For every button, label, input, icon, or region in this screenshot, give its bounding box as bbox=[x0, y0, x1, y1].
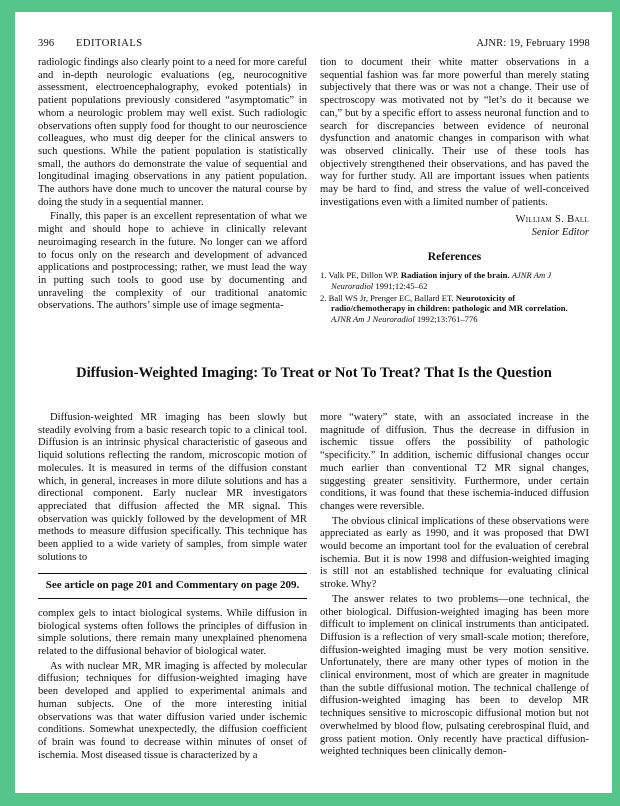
journal-page bbox=[15, 12, 612, 793]
article-title: Diffusion-Weighted Imaging: To Treat or Not To Treat? That Is the Question bbox=[76, 365, 552, 381]
section-name: EDITORIALS bbox=[76, 38, 143, 49]
article-right-column bbox=[320, 412, 589, 759]
page-number: 396 bbox=[38, 38, 55, 49]
references-heading: References bbox=[427, 251, 482, 264]
signature-role: Senior Editor bbox=[531, 227, 589, 239]
paragraph: The answer relates to two problems—one technical, the other biological. Diffusion-weighted imaging has been more difficult to implement on clinical instruments than anticipated. Diffusion is a reflection of very small-scale motion; therefore, diffusion-weighted imaging must be very motion sensitive. Unfortunately, there are many other types of motion in the clinical environment, most of which are greater in magnitude than the subtle diffusional motion. The technical challenge of diffusion-weighted imaging has been to develop MR techniques sensitive to microscopic diffusional motion but not overwhelmed by blood flow, pulsating cerebrospinal fluid, and gross patient motion. Only recently have practical diffusion-weighted techniques been clinically demon- bbox=[320, 593, 589, 758]
reference-item: 2. Ball WS Jr, Prenger EC, Ballard ET. Neurotoxicity of radio/chemotherapy in children: pathologic and MR correlation. AJNR Am J Neuroradiol 1992;13:761–776 bbox=[320, 292, 568, 324]
article-left-column bbox=[38, 412, 307, 762]
editorial-right-column bbox=[320, 57, 589, 326]
paragraph: Finally, this paper is an excellent representation of what we might and should hope to achieve in clinically relevant neuroimaging research in the future. No longer can we afford to focus only on the research and development of advanced applications and postprocessing; rather, we must lead the way in putting such tools to good use by documenting and unraveling the complexity of our traditional anatomic observations. The authors’ simple use of image segmenta- bbox=[38, 211, 307, 312]
signature-name: William S. Ball bbox=[515, 214, 589, 226]
reference-item: 1. Valk PE, Dillon WP. Radiation injury of the brain. AJNR Am J Neuroradiol 1991;12:45–62 bbox=[320, 270, 552, 291]
see-also-box: See article on page 201 and Commentary on page 209. bbox=[38, 573, 307, 599]
paragraph: As with nuclear MR, MR imaging is affected by molecular diffusion; techniques for diffusion-weighted imaging have been developed and applied to experimental animals and human subjects. One of the more interesting initial observations was that water diffusion varied under ischemic conditions. Somewhat unexpectedly, the diffusion coefficient of brain was found to decrease within minutes of onset of ischemia. Most diseased tissue is characterized by a bbox=[38, 660, 307, 761]
journal-reference: AJNR: 19, February 1998 bbox=[476, 38, 590, 49]
paragraph: Diffusion-weighted MR imaging has been slowly but steadily evolving from a basic research topic to a clinical tool. Diffusion is an intrinsic physical characteristic of gaseous and liquid solutions reflecting the random, microscopic motion of molecules. It is measured in terms of the diffusion constant which, in general, increases in more dilute solutions and has a directional component. Early nuclear MR investigators appreciated that diffusion affected the MR signal. This observation was quickly followed by the development of MR methods to measure diffusion specifically. This technique has been applied to a wide variety of samples, from simple water solutions to bbox=[38, 412, 307, 563]
paragraph: The obvious clinical implications of these observations were appreciated as early as 1990, and it was proposed that DWI would become an important tool for the evaluation of cerebral ischemia. But it is now 1998 and diffusion-weighted imaging is still not an established technique for evaluating clinical stroke. Why? bbox=[320, 515, 589, 591]
signature bbox=[320, 213, 589, 239]
paragraph: more “watery” state, with an associated increase in the magnitude of diffusion. Thus the decrease in diffusion in ischemic tissue offers the possibility of pathologic “specificity.” In addition, ischemic diffusional changes occur much earlier than conventional T2 MR signal changes, suggesting greater sensitivity. Furthermore, under certain conditions, it was found that these ischemia-induced diffusion changes were reversible. bbox=[320, 412, 589, 512]
paragraph: tion to document their white matter observations in a sequential fashion was far more powerful than merely stating subjectively that there was or was not a change. Their use of spectroscopy was motivated not by “let’s do it because we can,” but by a specific effort to assess neuronal function and to search for discrepancies between evidence of neuronal dysfunction and anatomic changes in comparison with what was observed clinically. Their use of these tools has objectively strengthened their observations, and has paved the way for further study. All are important issues when patients may be hard to find, and stress the value of well-conceived investigations even with a limited number of patients. bbox=[320, 57, 589, 208]
paragraph: radiologic findings also clearly point to a need for more careful and in-depth neurologic evaluations (eg, neurocognitive assessment, electroencephalography, evoked potentials) in patient populations previously considered “asymptomatic” in whom a neurologic problem may well exist. Such radiologic observations often supply food for thought to our neuroscience colleagues, who must dig deeper for the clinical answers to such questions. While the patient population is statistically small, the authors do demonstrate the value of sequential and longitudinal imaging observations in any patient population. The authors have done much to uncover the natural course by doing the study in a sequential manner. bbox=[38, 57, 307, 208]
editorial-left-column bbox=[38, 57, 307, 313]
paragraph: complex gels to intact biological systems. While diffusion in biological systems often follows the principles of diffusion in simple solutions, there remain many unexplained phenomena related to the diffusional behavior of biological water. bbox=[38, 607, 307, 658]
